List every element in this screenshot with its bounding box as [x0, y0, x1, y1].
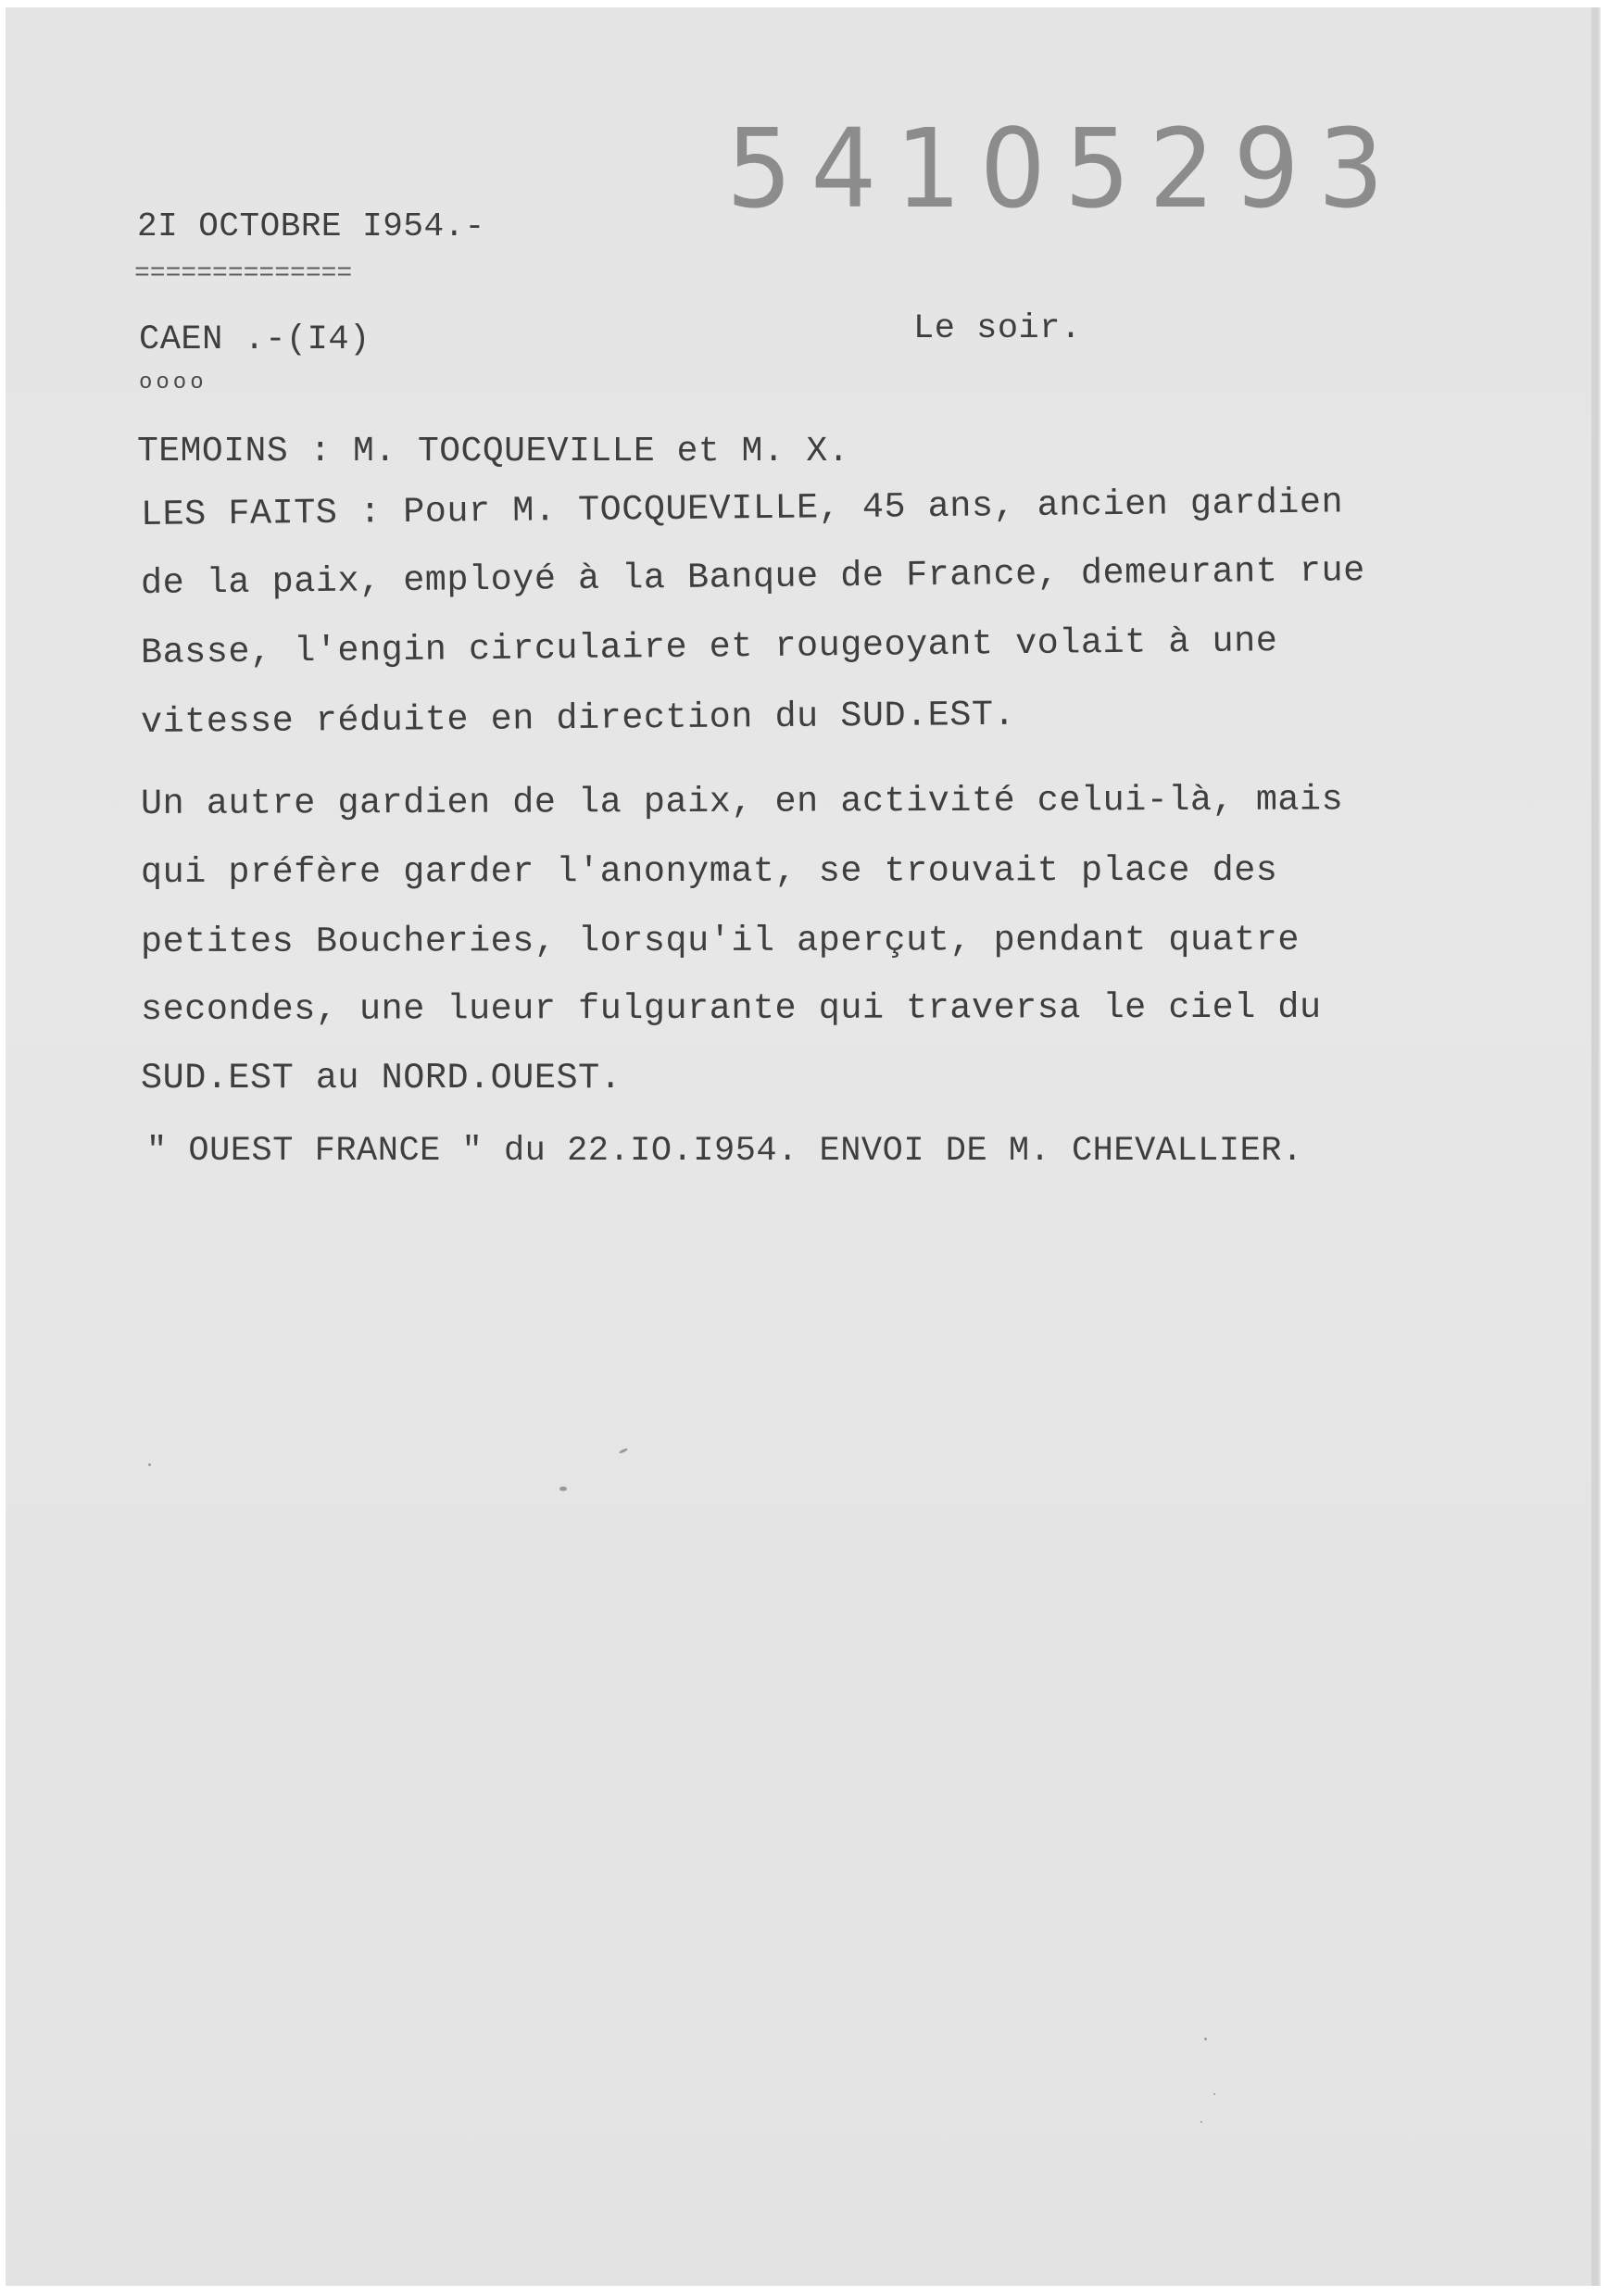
date-underline: ============== — [134, 259, 353, 288]
body-line: secondes, une lueur fulgurante qui traversa le ciel du — [140, 986, 1322, 1030]
paper-speck — [148, 1463, 151, 1466]
body-line: qui préfère garder l'anonymat, se trouvait place des — [140, 849, 1278, 893]
paper-speck — [1213, 2093, 1215, 2095]
source-reference: " OUEST FRANCE " du 22.IO.I954. ENVOI DE M. CHEVALLIER. — [146, 1132, 1303, 1171]
report-location: CAEN .-(I4) — [139, 320, 371, 359]
paper-speck — [559, 1487, 567, 1491]
body-line: Un autre gardien de la paix, en activité celui-là, mais — [140, 779, 1344, 824]
body-line: Basse, l'engin circulaire et rougeoyant volait à une — [140, 621, 1278, 673]
body-line: LES FAITS : Pour M. TOCQUEVILLE, 45 ans, ancien gardien — [140, 482, 1344, 535]
paper-speck — [1204, 2038, 1207, 2040]
paper-speck — [1200, 2121, 1202, 2123]
witnesses-line: TEMOINS : M. TOCQUEVILLE et M. X. — [137, 432, 850, 471]
body-line: vitesse réduite en direction du SUD.EST. — [140, 694, 1016, 743]
time-of-day: Le soir. — [913, 309, 1082, 348]
document-number-stamp: 54105293 — [726, 106, 1403, 233]
page-edge-shadow — [1591, 7, 1599, 2286]
body-line: SUD.EST au NORD.OUEST. — [141, 1058, 622, 1098]
body-line: petites Boucheries, lorsqu'il aperçut, pendant quatre — [140, 919, 1301, 962]
location-marker: oooo — [139, 370, 207, 395]
report-date: 2I OCTOBRE I954.- — [137, 207, 485, 245]
body-line: de la paix, employé à la Banque de France, demeurant rue — [140, 550, 1365, 604]
